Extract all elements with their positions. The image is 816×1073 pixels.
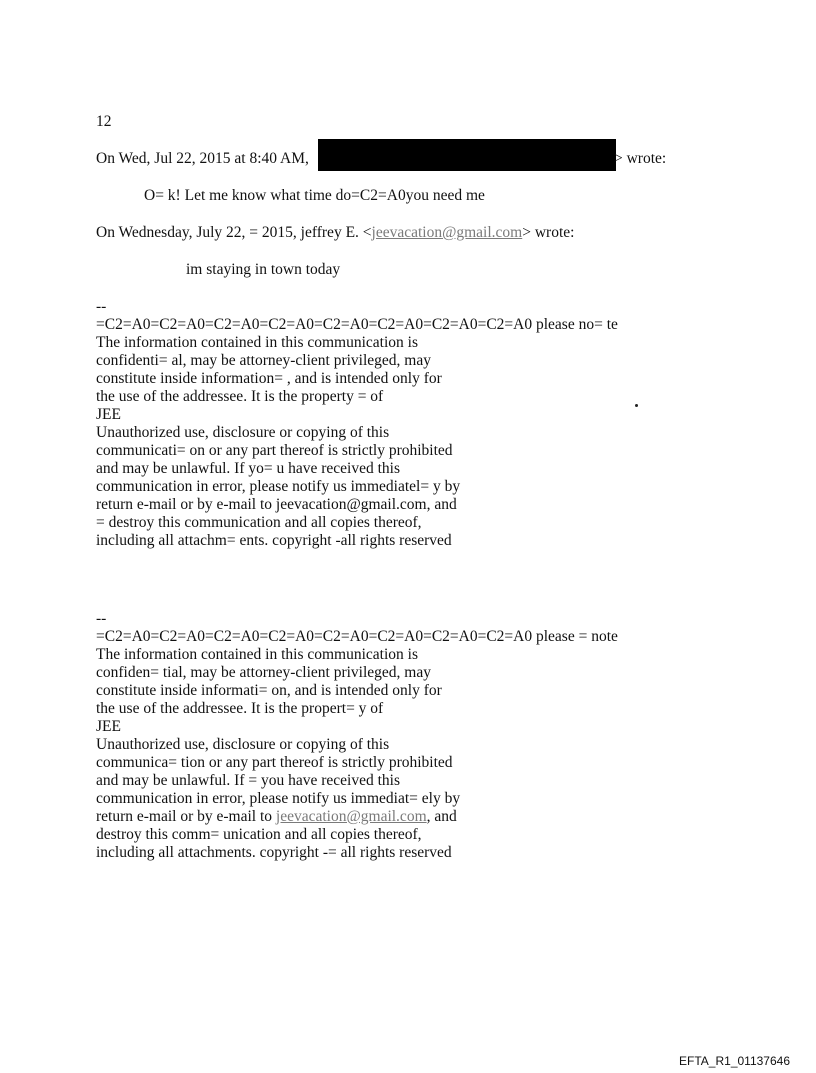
signature-line-prefix: return e-mail or by e-mail to [96, 808, 276, 825]
signature-line: the use of the addressee. It is the propert= y of [96, 700, 384, 717]
quote-header-suffix: > wrote: [522, 224, 575, 241]
signature-line: JEE [96, 406, 121, 423]
quote-header-prefix: On Wednesday, July 22, = 2015, jeffrey E. < [96, 224, 372, 241]
signature-line: including all attachments. copyright -= all rights reserved [96, 844, 452, 861]
signature-line: =C2=A0=C2=A0=C2=A0=C2=A0=C2=A0=C2=A0=C2=A0=C2=A0 please = note [96, 628, 618, 645]
email-link[interactable]: jeevacation@gmail.com [371, 224, 523, 241]
signature-line: Unauthorized use, disclosure or copying of this [96, 424, 390, 441]
document-id-footer: EFTA_R1_01137646 [679, 1054, 790, 1068]
signature-dashes: -- [96, 298, 107, 315]
signature-line: constitute inside information= , and is intended only for [96, 370, 442, 387]
signature-line: constitute inside informati= on, and is intended only for [96, 682, 442, 699]
signature-line: communication in error, please notify us immediat= ely by [96, 790, 461, 807]
reply-header [96, 150, 309, 168]
reply-message: O= k! Let me know what time do=C2=A0you need me [144, 187, 485, 204]
page-number: 12 [96, 113, 112, 130]
reply-header-suffix: > wrote: [614, 150, 667, 167]
signature-line: = destroy this communication and all copies thereof, [96, 514, 422, 531]
signature-line: and may be unlawful. If = you have received this [96, 772, 400, 789]
signature-line: JEE [96, 718, 121, 735]
quoted-message: im staying in town today [186, 261, 341, 278]
signature-line: including all attachm= ents. copyright -all rights reserved [96, 532, 452, 549]
signature-line-suffix: , and [426, 808, 457, 825]
signature-line: confidenti= al, may be attorney-client privileged, may [96, 352, 431, 369]
signature-line: communica= tion or any part thereof is strictly prohibited [96, 754, 453, 771]
signature-line: confiden= tial, may be attorney-client privileged, may [96, 664, 431, 681]
signature-line: destroy this comm= unication and all copies thereof, [96, 826, 422, 843]
signature-line: The information contained in this communication is [96, 646, 418, 663]
email-link[interactable]: jeevacation@gmail.com [275, 808, 427, 825]
signature-line: =C2=A0=C2=A0=C2=A0=C2=A0=C2=A0=C2=A0=C2=A0=C2=A0 please no= te [96, 316, 618, 333]
signature-line: and may be unlawful. If yo= u have received this [96, 460, 400, 477]
signature-line: the use of the addressee. It is the property = of [96, 388, 384, 405]
redaction-box [318, 139, 616, 171]
signature-line: communication in error, please notify us immediatel= y by [96, 478, 461, 495]
signature-line: communicati= on or any part thereof is strictly prohibited [96, 442, 453, 459]
reply-header-prefix: On Wed, Jul 22, 2015 at 8:40 AM, [96, 150, 309, 167]
stray-dot [635, 404, 638, 407]
quote-header [96, 224, 574, 242]
signature-line: The information contained in this communication is [96, 334, 418, 351]
signature-dashes: -- [96, 610, 107, 627]
signature-line [96, 808, 457, 826]
signature-line: Unauthorized use, disclosure or copying of this [96, 736, 390, 753]
signature-line: return e-mail or by e-mail to jeevacation@gmail.com, and [96, 496, 457, 513]
